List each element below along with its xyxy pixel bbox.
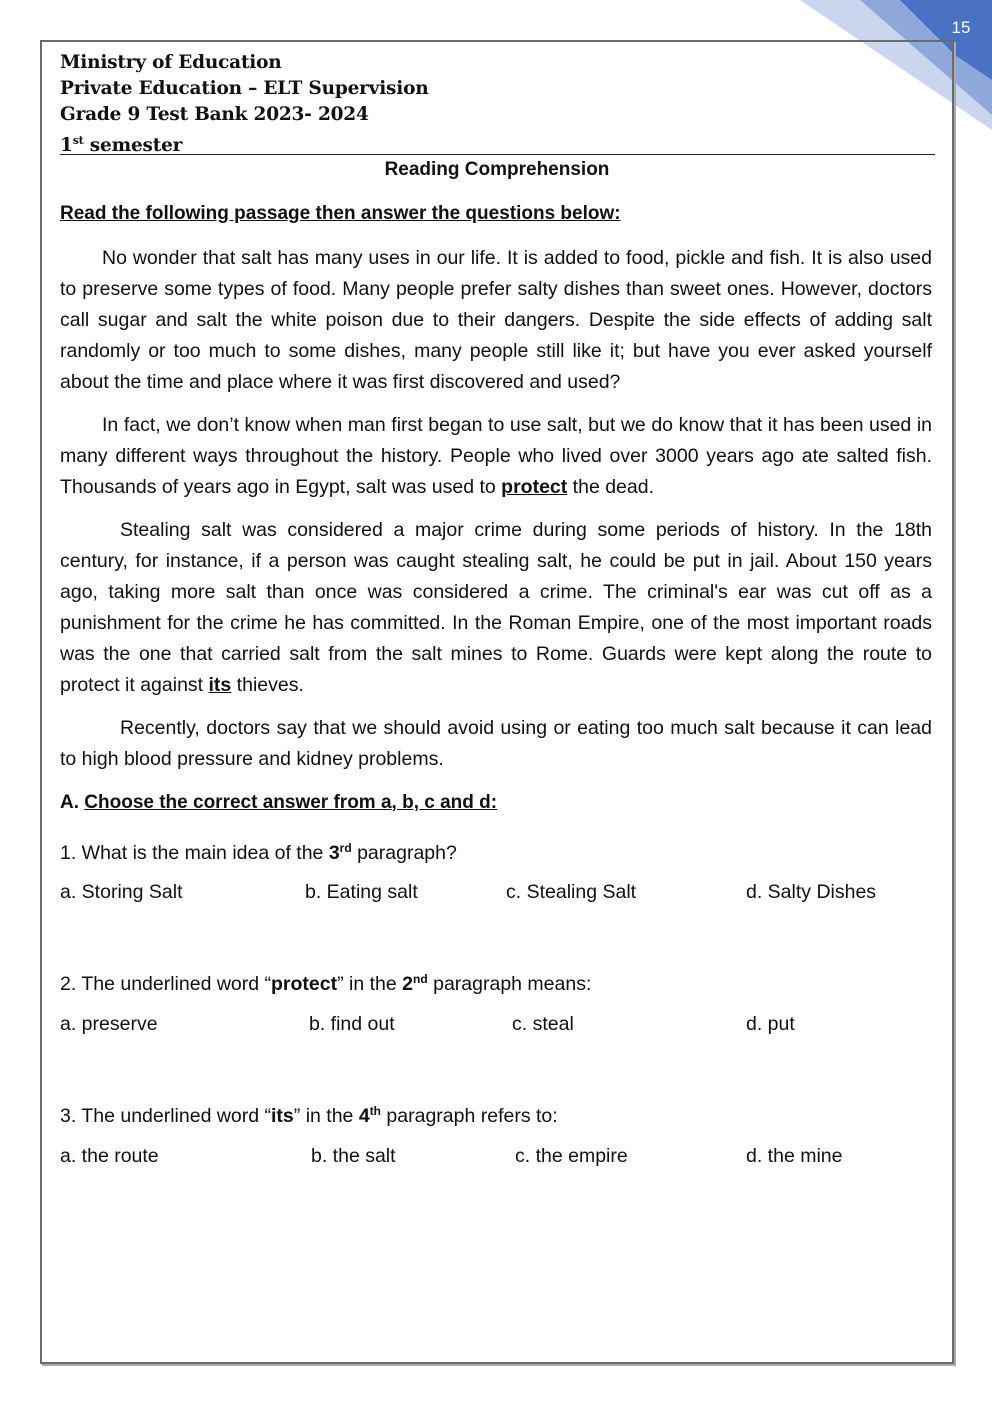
- underlined-word-its: its: [208, 674, 232, 696]
- question-bold: its: [271, 1105, 294, 1127]
- question-text: 1. What is the main idea of the: [60, 842, 329, 864]
- q2-option-d[interactable]: d. put: [746, 1013, 795, 1035]
- question-text-mid: ” in the: [337, 973, 403, 995]
- question-text-end: paragraph?: [351, 842, 457, 864]
- question-2: [60, 966, 591, 997]
- question-text-end: paragraph means:: [427, 973, 592, 995]
- underlined-word-protect: protect: [501, 476, 568, 498]
- question-3: [60, 1098, 558, 1129]
- paragraph-3-text: Stealing salt was considered a major crime during some periods of history. In the 18th century, for instance, if a person was caught stealing salt, he could be put in jail. About 150 years ago, taking more salt than once was considered a crime. The criminal's ear was cut off as a punishment for the crime he has committed. In the Roman Empire, one of the most important roads was the one that carried salt from the salt mines to Rome. Guards were kept along the route to protect it against: [60, 519, 932, 696]
- question-text-end: paragraph refers to:: [381, 1105, 558, 1127]
- paragraph-3: [60, 515, 932, 701]
- question-sup: th: [369, 1104, 382, 1118]
- paragraph-1: No wonder that salt has many uses in our life. It is added to food, pickle and fish. It is also used to preserve some types of food. Many people prefer salty dishes than sweet ones. However, doctors call sugar and salt the white poison due to their dangers. Despite the side effects of adding salt randomly or too much to some dishes, many people still like it; but have you ever asked yourself about the time and place where it was first discovered and used?: [60, 247, 932, 393]
- semester-suffix: st: [72, 134, 84, 147]
- paragraph-2-text: In fact, we don’t know when man first began to use salt, but we do know that it has been used in many different ways throughout the history. People who lived over 3000 years ago ate salted fish. Thousands of years ago in Egypt, salt was used to: [60, 414, 932, 498]
- question-bold-number: 4: [358, 1105, 370, 1127]
- section-title: Reading Comprehension: [384, 159, 610, 180]
- reading-passage: [60, 243, 932, 787]
- header-ministry: Ministry of Education: [60, 52, 282, 73]
- paragraph-2-end: the dead.: [567, 476, 655, 498]
- paragraph-4: Recently, doctors say that we should avoid using or eating too much salt because it can lead to high blood pressure and kidney problems.: [60, 717, 932, 770]
- q3-option-b[interactable]: b. the salt: [311, 1145, 396, 1167]
- question-bold: protect: [271, 973, 338, 995]
- passage-instruction: Read the following passage then answer the questions below:: [60, 203, 621, 224]
- q2-option-a[interactable]: a. preserve: [60, 1013, 158, 1035]
- question-text-mid: ” in the: [293, 1105, 359, 1127]
- document-header: [60, 50, 934, 159]
- q1-option-b[interactable]: b. Eating salt: [305, 881, 418, 903]
- q1-option-c[interactable]: c. Stealing Salt: [506, 881, 637, 903]
- header-test-bank: Grade 9 Test Bank 2023- 2024: [60, 104, 369, 125]
- q1-option-a[interactable]: a. Storing Salt: [60, 881, 183, 903]
- section-a-heading: [60, 790, 497, 816]
- section-a-letter: A.: [60, 792, 85, 813]
- question-bold: 3: [328, 842, 340, 864]
- header-divider: [60, 154, 935, 155]
- page-number: 15: [951, 18, 971, 37]
- q1-option-d[interactable]: d. Salty Dishes: [746, 881, 877, 903]
- q3-option-d[interactable]: d. the mine: [746, 1145, 843, 1167]
- section-a-label: Choose the correct answer from a, b, c and d:: [84, 792, 498, 813]
- semester-label: semester: [83, 135, 183, 157]
- q2-option-c[interactable]: c. steal: [512, 1013, 574, 1035]
- q2-option-b[interactable]: b. find out: [309, 1013, 395, 1035]
- question-sup: nd: [413, 972, 428, 986]
- question-bold-number: 2: [402, 973, 414, 995]
- paragraph-2: [60, 410, 932, 503]
- semester-number: 1: [60, 135, 73, 157]
- paragraph-3-end: thieves.: [231, 674, 304, 696]
- q3-option-c[interactable]: c. the empire: [515, 1145, 628, 1167]
- question-sup: rd: [339, 841, 352, 855]
- question-1: [60, 835, 457, 866]
- question-text: 2. The underlined word “: [60, 973, 272, 995]
- question-text: 3. The underlined word “: [60, 1105, 272, 1127]
- header-department: Private Education – ELT Supervision: [60, 78, 429, 99]
- q3-option-a[interactable]: a. the route: [60, 1145, 159, 1167]
